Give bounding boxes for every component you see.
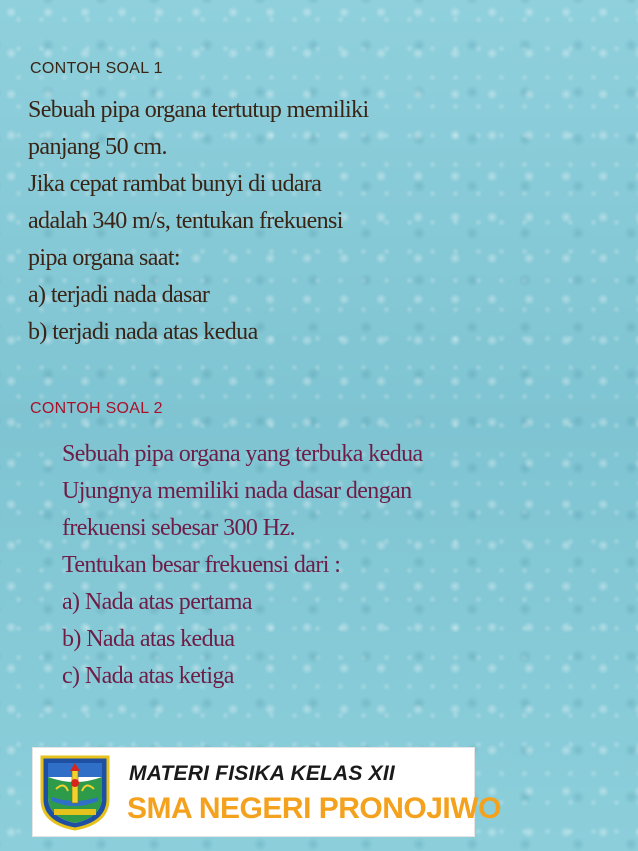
example-2-line: Ujungnya memiliki nada dasar dengan <box>62 478 412 504</box>
banner-subject-text: MATERI FISIKA KELAS XII <box>129 762 395 785</box>
example-1-line: b) terjadi nada atas kedua <box>28 319 258 345</box>
example-1-line: Sebuah pipa organa tertutup memiliki <box>28 97 369 123</box>
example-2-line: a) Nada atas pertama <box>62 589 252 615</box>
example-1-heading: CONTOH SOAL 1 <box>30 60 163 77</box>
example-1-line: a) terjadi nada dasar <box>28 282 210 308</box>
school-banner <box>32 747 501 837</box>
example-2-line: Sebuah pipa organa yang terbuka kedua <box>62 441 423 467</box>
school-emblem-icon <box>38 753 112 831</box>
example-1-line: adalah 340 m/s, tentukan frekuensi <box>28 208 343 234</box>
example-2-heading: CONTOH SOAL 2 <box>30 400 163 417</box>
example-1-text <box>28 92 369 351</box>
example-1-line: Jika cepat rambat bunyi di udara <box>28 171 322 197</box>
example-1-line: pipa organa saat: <box>28 245 180 271</box>
example-2-line: frekuensi sebesar 300 Hz. <box>62 515 295 541</box>
example-2-text <box>62 436 423 695</box>
example-1-line: panjang 50 cm. <box>28 134 167 160</box>
example-2-line: b) Nada atas kedua <box>62 626 235 652</box>
example-2-line: c) Nada atas ketiga <box>62 663 234 689</box>
banner-school-name: SMA NEGERI PRONOJIWO <box>127 792 501 825</box>
example-2-line: Tentukan besar frekuensi dari : <box>62 552 341 578</box>
